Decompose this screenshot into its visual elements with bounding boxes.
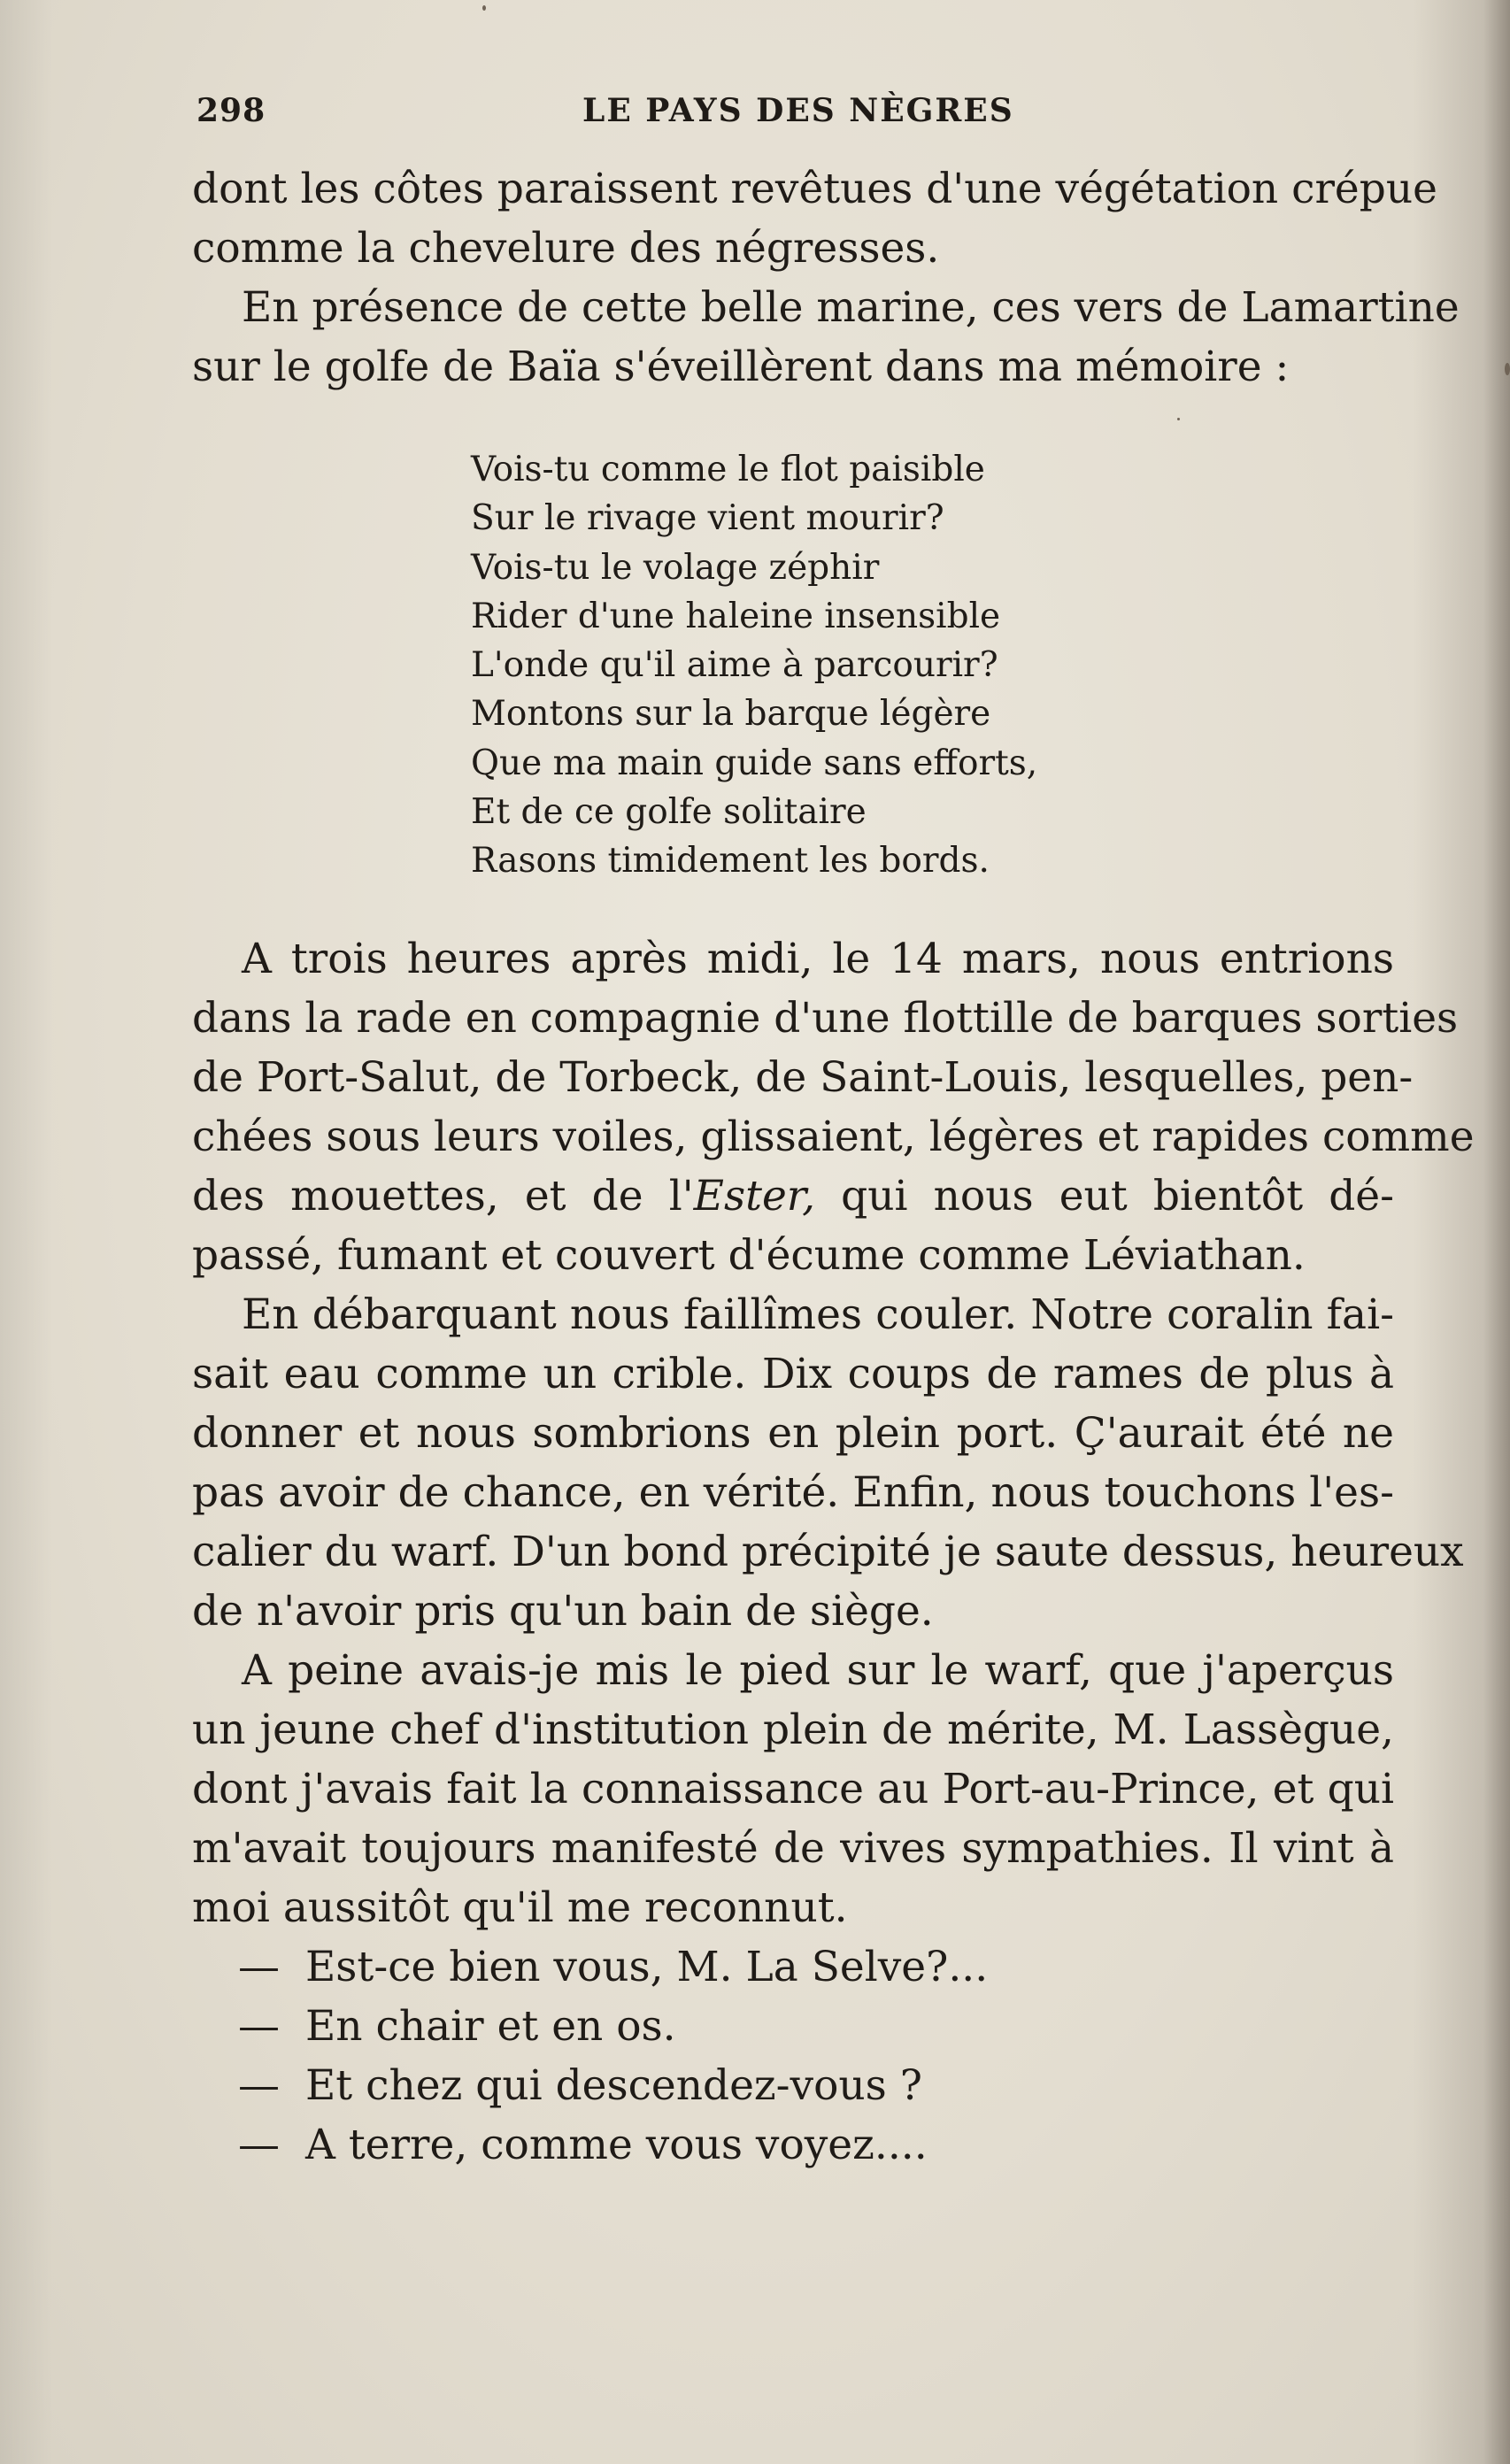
poem-line: Montons sur la barque légère	[471, 694, 991, 735]
text-fragment: qui nous eut bientôt dé-	[815, 1172, 1394, 1220]
text-line: m'avait toujours manifesté de vives sympathies. Il vint à	[192, 1824, 1394, 1873]
poem-line: Vois-tu le volage zéphir	[471, 547, 880, 588]
dialogue-text: Et chez qui descendez-vous ?	[305, 2061, 922, 2110]
dialogue-dash: —	[238, 2002, 280, 2051]
poem-line: Sur le rivage vient mourir?	[471, 498, 944, 539]
poem-line: Rider d'une haleine insensible	[471, 596, 1001, 636]
dialogue-text: Est-ce bien vous, M. La Selve?...	[305, 1943, 989, 1991]
dialogue-dash: —	[238, 1943, 280, 1991]
text-line: sur le golfe de Baïa s'éveillèrent dans ma mémoire :	[192, 343, 1290, 391]
text-line: En présence de cette belle marine, ces vers de Lamartine	[242, 283, 1460, 332]
text-line: donner et nous sombrions en plein port. Ç'aurait été ne	[192, 1409, 1394, 1458]
text-line	[192, 1167, 1394, 1226]
text-line: moi aussitôt qu'il me reconnut.	[192, 1883, 848, 1932]
text-line: sait eau comme un crible. Dix coups de rames de plus à	[192, 1350, 1394, 1398]
poem-quotation	[471, 445, 1037, 886]
dialogue-line	[192, 1937, 1394, 1997]
running-title: LE PAYS DES NÈGRES	[582, 92, 1014, 129]
dialogue-text: A terre, comme vous voyez....	[305, 2121, 928, 2169]
intro-paragraphs	[192, 159, 1460, 397]
text-line: pas avoir de chance, en vérité. Enfin, nous touchons l'es-	[192, 1468, 1394, 1517]
text-line: passé, fumant et couvert d'écume comme Léviathan.	[192, 1231, 1306, 1280]
text-line: dans la rade en compagnie d'une flottille de barques sorties	[192, 994, 1459, 1043]
poem-line: Et de ce golfe solitaire	[471, 792, 867, 833]
poem-line: Rasons timidement les bords.	[471, 841, 990, 882]
paper-speck	[1505, 363, 1510, 375]
text-line: A trois heures après midi, le 14 mars, nous entrions	[242, 935, 1394, 983]
text-line: chées sous leurs voiles, glissaient, légères et rapides comme	[192, 1113, 1475, 1161]
dialogue-text: En chair et en os.	[305, 2002, 676, 2051]
ship-name: Ester,	[693, 1172, 816, 1220]
dialogue-dash: —	[238, 2061, 280, 2110]
text-line: A peine avais-je mis le pied sur le warf, que j'aperçus	[242, 1646, 1394, 1695]
poem-line: Vois-tu comme le flot paisible	[471, 450, 985, 489]
dialogue-dash: —	[238, 2121, 280, 2169]
text-line: de Port-Salut, de Torbeck, de Saint-Louis, lesquelles, pen-	[192, 1053, 1414, 1102]
dialogue-line	[192, 2056, 1394, 2115]
paper-speck	[1177, 418, 1180, 420]
dialogue-line	[192, 1997, 1394, 2056]
dialogue-line	[192, 2115, 1394, 2175]
paper-speck	[482, 5, 486, 11]
text-line: comme la chevelure des négresses.	[192, 224, 940, 273]
text-line: calier du warf. D'un bond précipité je saute dessus, heureux	[192, 1528, 1464, 1576]
poem-line: Que ma main guide sans efforts,	[471, 743, 1038, 783]
page-number: 298	[196, 92, 266, 129]
text-line: un jeune chef d'institution plein de mérite, M. Lassègue,	[192, 1706, 1394, 1754]
text-line: dont j'avais fait la connaissance au Port-au-Prince, et qui	[192, 1765, 1394, 1813]
text-line: dont les côtes paraissent revêtues d'une végétation crépue	[192, 165, 1437, 213]
text-fragment: des mouettes, et de l'	[192, 1172, 694, 1220]
poem-line: L'onde qu'il aime à parcourir?	[471, 645, 998, 686]
text-line: En débarquant nous faillîmes couler. Notre coralin fai-	[242, 1290, 1394, 1339]
page-header	[196, 92, 1400, 136]
text-line: de n'avoir pris qu'un bain de siège.	[192, 1587, 934, 1636]
body-paragraphs	[192, 929, 1475, 2175]
